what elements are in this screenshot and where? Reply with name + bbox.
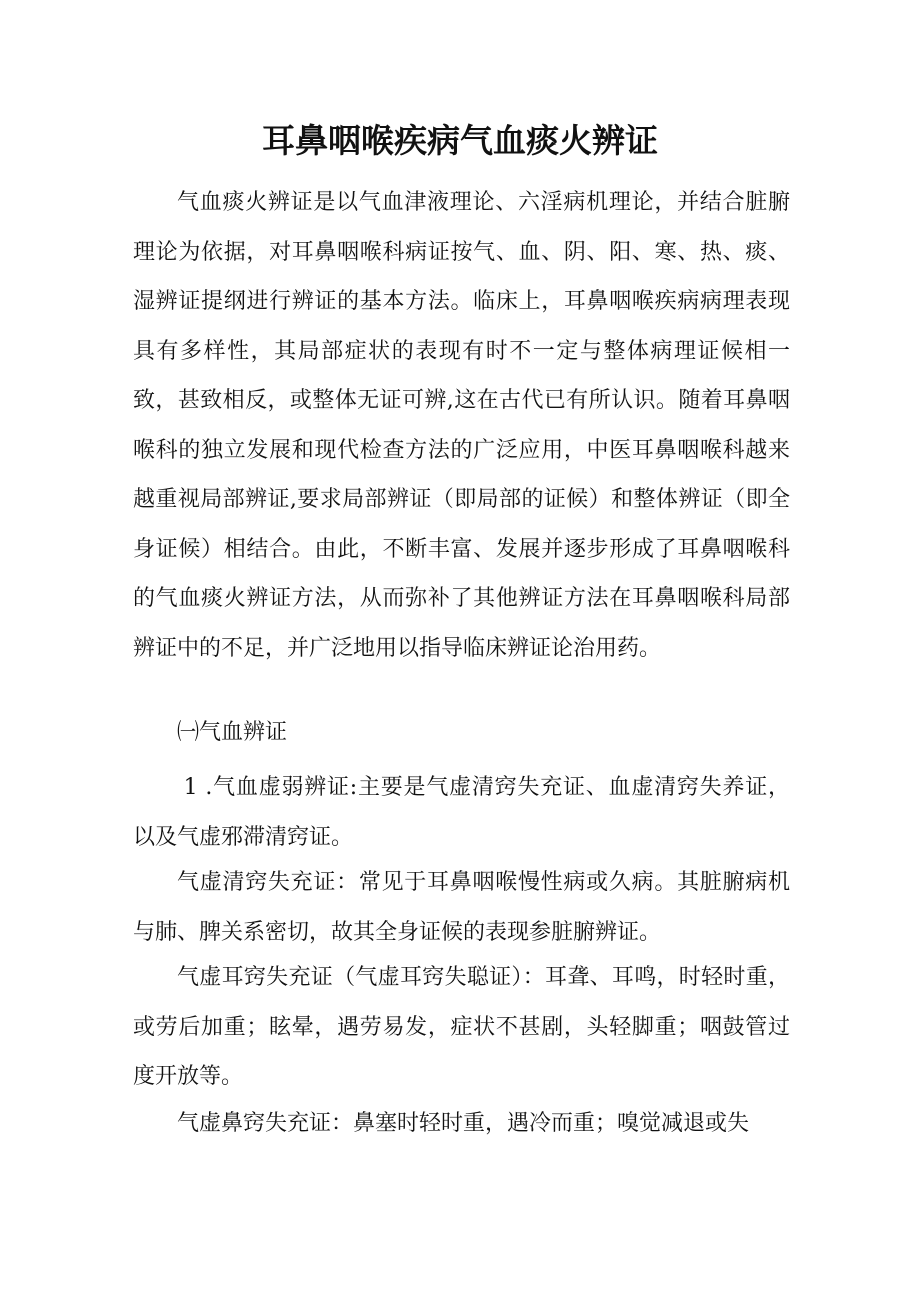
paragraph-qi-deficiency-nose: 气虚鼻窍失充证：鼻塞时轻时重，遇冷而重；嗅觉减退或失 — [177, 1111, 750, 1136]
paragraph-qi-deficiency-ear: 气虚耳窍失充证（气虚耳窍失聪证）：耳聋、耳鸣，时轻时重，或劳后加重；眩晕，遇劳易发，症状不甚剧，头轻脚重；咽鼓管过度开放等。 — [133, 965, 790, 1089]
paragraph-intro: 气血痰火辨证是以气血津液理论、六淫病机理论，并结合脏腑理论为依据，对耳鼻咽喉科病证按气、血、阴、阳、寒、热、痰、湿辨证提纲进行辨证的基本方法。临床上，耳鼻咽喉疾病病理表现具有多样性，其局部症状的表现有时不一定与整体病理证候相一致，甚致相反，或整体无证可辨,这在古代已有所认识。随着耳鼻咽喉科的独立发展和现代检查方法的广泛应用，中医耳鼻咽喉科越来越重视局部辨证,要求局部辨证（即局部的证候）和整体辨证（即全身证候）相结合。由此，不断丰富、发展并逐步形成了耳鼻咽喉科的气血痰火辨证方法，从而弥补了其他辨证方法在耳鼻咽喉科局部辨证中的不足，并广泛地用以指导临床辨证论治用药。 — [133, 190, 790, 661]
section-heading-qi-blood: ㈠气血辨证 — [177, 720, 288, 745]
paragraph-qi-blood-deficiency: 1 .气血虚弱辨证:主要是气虚清窍失充证、血虚清窍失养证，以及气虚邪滞清窍证。 — [133, 775, 790, 850]
paragraph-qi-deficiency-orifice: 气虚清窍失充证：常见于耳鼻咽喉慢性病或久病。其脏腑病机与肺、脾关系密切，故其全身证候的表现参脏腑辨证。 — [133, 870, 790, 945]
document-title: 耳鼻咽喉疾病气血痰火辨证 — [262, 121, 658, 160]
